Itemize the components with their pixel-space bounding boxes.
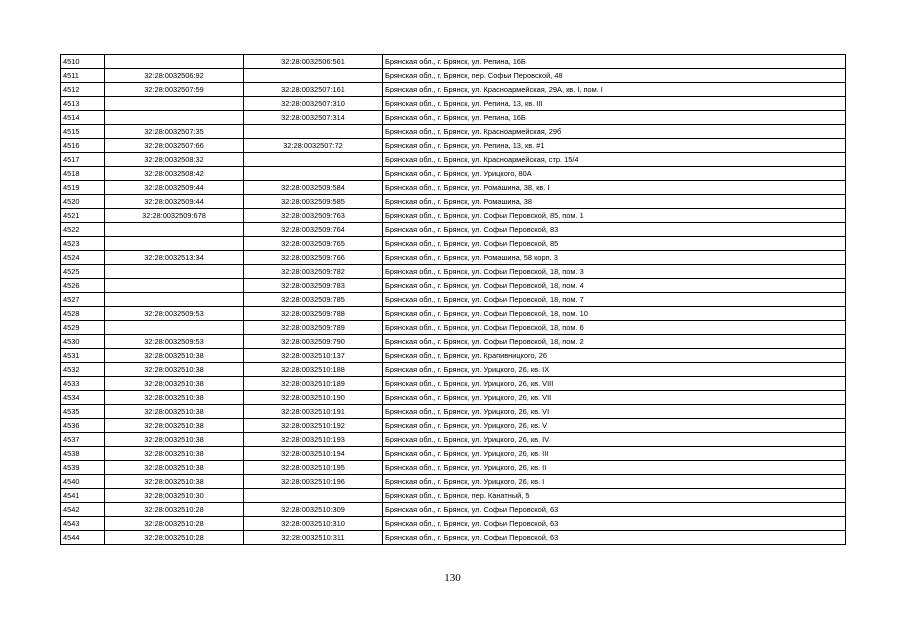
object-cadastral-number-cell: 32:28:0032510:188 <box>244 363 383 377</box>
cadastral-number-cell: 32:28:0032510:38 <box>105 349 244 363</box>
table-row <box>61 69 846 83</box>
object-cadastral-number-cell <box>244 153 383 167</box>
cadastral-number-cell: 32:28:0032510:38 <box>105 433 244 447</box>
table-row <box>61 461 846 475</box>
cadastral-number-cell: 32:28:0032509:53 <box>105 307 244 321</box>
address-cell: Брянская обл., г. Брянск, ул. Красноармейская, 29б <box>383 125 846 139</box>
address-cell: Брянская обл., г. Брянск, ул. Урицкого, 26, кв. VIII <box>383 377 846 391</box>
object-cadastral-number-cell: 32:28:0032507:314 <box>244 111 383 125</box>
table-row <box>61 433 846 447</box>
table-row <box>61 97 846 111</box>
row-number-cell: 4520 <box>61 195 105 209</box>
row-number-cell: 4538 <box>61 447 105 461</box>
cadastral-number-cell: 32:28:0032510:38 <box>105 377 244 391</box>
cadastral-number-cell: 32:28:0032507:35 <box>105 125 244 139</box>
address-cell: Брянская обл., г. Брянск, ул. Софьи Перовской, 63 <box>383 503 846 517</box>
address-cell: Брянская обл., г. Брянск, ул. Красноармейская, стр. 15/4 <box>383 153 846 167</box>
cadastral-number-cell: 32:28:0032510:38 <box>105 447 244 461</box>
cadastral-number-cell: 32:28:0032510:38 <box>105 391 244 405</box>
row-number-cell: 4529 <box>61 321 105 335</box>
object-cadastral-number-cell: 32:28:0032510:191 <box>244 405 383 419</box>
address-cell: Брянская обл., г. Брянск, ул. Ромашина, 38, кв. I <box>383 181 846 195</box>
cadastral-number-cell: 32:28:0032507:66 <box>105 139 244 153</box>
cadastral-number-cell: 32:28:0032510:28 <box>105 531 244 545</box>
page-number: 130 <box>444 572 461 584</box>
object-cadastral-number-cell: 32:28:0032509:584 <box>244 181 383 195</box>
address-cell: Брянская обл., г. Брянск, ул. Урицкого, 26, кв. III <box>383 447 846 461</box>
row-number-cell: 4530 <box>61 335 105 349</box>
address-cell: Брянская обл., г. Брянск, ул. Красноармейская, 29А, кв. I, пом. I <box>383 83 846 97</box>
object-cadastral-number-cell: 32:28:0032510:137 <box>244 349 383 363</box>
table-row <box>61 531 846 545</box>
address-cell: Брянская обл., г. Брянск, ул. Софьи Перовской, 85, пом. 1 <box>383 209 846 223</box>
table-row <box>61 363 846 377</box>
object-cadastral-number-cell: 32:28:0032510:310 <box>244 517 383 531</box>
object-cadastral-number-cell: 32:28:0032506:561 <box>244 55 383 69</box>
table-row <box>61 489 846 503</box>
table-row <box>61 405 846 419</box>
cadastral-number-cell <box>105 279 244 293</box>
table-row <box>61 195 846 209</box>
table-row <box>61 307 846 321</box>
row-number-cell: 4541 <box>61 489 105 503</box>
object-cadastral-number-cell: 32:28:0032509:782 <box>244 265 383 279</box>
object-cadastral-number-cell: 32:28:0032509:765 <box>244 237 383 251</box>
cadastral-number-cell: 32:28:0032507:59 <box>105 83 244 97</box>
object-cadastral-number-cell: 32:28:0032507:310 <box>244 97 383 111</box>
table-row <box>61 349 846 363</box>
table-row <box>61 391 846 405</box>
object-cadastral-number-cell: 32:28:0032510:193 <box>244 433 383 447</box>
cadastral-number-cell: 32:28:0032509:53 <box>105 335 244 349</box>
cadastral-number-cell: 32:28:0032510:38 <box>105 419 244 433</box>
table-row <box>61 237 846 251</box>
table-row <box>61 377 846 391</box>
address-cell: Брянская обл., г. Брянск, ул. Софьи Перовской, 18, пом. 4 <box>383 279 846 293</box>
table-row <box>61 265 846 279</box>
address-cell: Брянская обл., г. Брянск, пер. Канатный, 5 <box>383 489 846 503</box>
address-cell: Брянская обл., г. Брянск, ул. Репина, 13, кв. III <box>383 97 846 111</box>
table-row <box>61 517 846 531</box>
table-row <box>61 167 846 181</box>
row-number-cell: 4536 <box>61 419 105 433</box>
address-cell: Брянская обл., г. Брянск, ул. Репина, 16Б <box>383 55 846 69</box>
object-cadastral-number-cell: 32:28:0032510:190 <box>244 391 383 405</box>
row-number-cell: 4525 <box>61 265 105 279</box>
row-number-cell: 4521 <box>61 209 105 223</box>
cadastral-number-cell <box>105 265 244 279</box>
cadastral-number-cell: 32:28:0032509:678 <box>105 209 244 223</box>
row-number-cell: 4512 <box>61 83 105 97</box>
row-number-cell: 4535 <box>61 405 105 419</box>
address-cell: Брянская обл., г. Брянск, ул. Софьи Перовской, 18, пом. 3 <box>383 265 846 279</box>
address-cell: Брянская обл., г. Брянск, ул. Репина, 13, кв. #1 <box>383 139 846 153</box>
object-cadastral-number-cell <box>244 125 383 139</box>
address-cell: Брянская обл., г. Брянск, ул. Софьи Перовской, 63 <box>383 531 846 545</box>
cadastral-number-cell <box>105 223 244 237</box>
cadastral-number-cell: 32:28:0032508:42 <box>105 167 244 181</box>
row-number-cell: 4511 <box>61 69 105 83</box>
object-cadastral-number-cell: 32:28:0032509:766 <box>244 251 383 265</box>
object-cadastral-number-cell: 32:28:0032509:763 <box>244 209 383 223</box>
row-number-cell: 4528 <box>61 307 105 321</box>
cadastral-number-cell: 32:28:0032510:30 <box>105 489 244 503</box>
address-cell: Брянская обл., г. Брянск, ул. Репина, 16Б <box>383 111 846 125</box>
row-number-cell: 4532 <box>61 363 105 377</box>
object-cadastral-number-cell: 32:28:0032510:311 <box>244 531 383 545</box>
row-number-cell: 4542 <box>61 503 105 517</box>
address-cell: Брянская обл., г. Брянск, ул. Урицкого, 26, кв. II <box>383 461 846 475</box>
object-cadastral-number-cell <box>244 167 383 181</box>
address-cell: Брянская обл., г. Брянск, ул. Крапивницкого, 26 <box>383 349 846 363</box>
object-cadastral-number-cell: 32:28:0032510:195 <box>244 461 383 475</box>
table-row <box>61 447 846 461</box>
object-cadastral-number-cell: 32:28:0032509:764 <box>244 223 383 237</box>
row-number-cell: 4513 <box>61 97 105 111</box>
table-row <box>61 209 846 223</box>
object-cadastral-number-cell: 32:28:0032510:189 <box>244 377 383 391</box>
cadastral-number-cell <box>105 97 244 111</box>
address-cell: Брянская обл., г. Брянск, ул. Софьи Перовской, 63 <box>383 517 846 531</box>
address-cell: Брянская обл., г. Брянск, ул. Ромашина, 58 корп. 3 <box>383 251 846 265</box>
address-cell: Брянская обл., г. Брянск, ул. Софьи Перовской, 18, пом. 6 <box>383 321 846 335</box>
table-row <box>61 251 846 265</box>
row-number-cell: 4523 <box>61 237 105 251</box>
address-cell: Брянская обл., г. Брянск, ул. Урицкого, 26, кв. IV <box>383 433 846 447</box>
row-number-cell: 4537 <box>61 433 105 447</box>
cadastral-number-cell: 32:28:0032508:32 <box>105 153 244 167</box>
object-cadastral-number-cell: 32:28:0032510:194 <box>244 447 383 461</box>
cadastral-number-cell: 32:28:0032510:38 <box>105 461 244 475</box>
row-number-cell: 4544 <box>61 531 105 545</box>
cadastral-number-cell <box>105 237 244 251</box>
cadastral-number-cell: 32:28:0032510:28 <box>105 517 244 531</box>
table-row <box>61 475 846 489</box>
cadastral-number-cell <box>105 321 244 335</box>
object-cadastral-number-cell: 32:28:0032510:309 <box>244 503 383 517</box>
table-row <box>61 419 846 433</box>
cadastral-number-cell <box>105 111 244 125</box>
table-row <box>61 321 846 335</box>
row-number-cell: 4539 <box>61 461 105 475</box>
address-cell: Брянская обл., г. Брянск, ул. Софьи Перовской, 18, пом. 2 <box>383 335 846 349</box>
cadastral-table <box>60 54 846 545</box>
address-cell: Брянская обл., г. Брянск, ул. Урицкого, 26, кв. I <box>383 475 846 489</box>
table-row <box>61 111 846 125</box>
row-number-cell: 4540 <box>61 475 105 489</box>
row-number-cell: 4519 <box>61 181 105 195</box>
address-cell: Брянская обл., г. Брянск, пер. Софьи Перовской, 48 <box>383 69 846 83</box>
object-cadastral-number-cell: 32:28:0032509:585 <box>244 195 383 209</box>
object-cadastral-number-cell: 32:28:0032509:790 <box>244 335 383 349</box>
table-row <box>61 279 846 293</box>
row-number-cell: 4518 <box>61 167 105 181</box>
cadastral-number-cell: 32:28:0032510:28 <box>105 503 244 517</box>
row-number-cell: 4533 <box>61 377 105 391</box>
cadastral-number-cell: 32:28:0032510:38 <box>105 475 244 489</box>
object-cadastral-number-cell: 32:28:0032507:161 <box>244 83 383 97</box>
object-cadastral-number-cell <box>244 69 383 83</box>
cadastral-number-cell: 32:28:0032506:92 <box>105 69 244 83</box>
object-cadastral-number-cell: 32:28:0032510:192 <box>244 419 383 433</box>
object-cadastral-number-cell <box>244 489 383 503</box>
row-number-cell: 4517 <box>61 153 105 167</box>
address-cell: Брянская обл., г. Брянск, ул. Урицкого, 26, кв. IX <box>383 363 846 377</box>
object-cadastral-number-cell: 32:28:0032509:783 <box>244 279 383 293</box>
address-cell: Брянская обл., г. Брянск, ул. Урицкого, 26, кв. VI <box>383 405 846 419</box>
address-cell: Брянская обл., г. Брянск, ул. Урицкого, 26, кв. V <box>383 419 846 433</box>
row-number-cell: 4531 <box>61 349 105 363</box>
row-number-cell: 4515 <box>61 125 105 139</box>
row-number-cell: 4543 <box>61 517 105 531</box>
table-row <box>61 293 846 307</box>
address-cell: Брянская обл., г. Брянск, ул. Софьи Перовской, 18, пом. 10 <box>383 307 846 321</box>
object-cadastral-number-cell: 32:28:0032509:789 <box>244 321 383 335</box>
row-number-cell: 4510 <box>61 55 105 69</box>
row-number-cell: 4514 <box>61 111 105 125</box>
row-number-cell: 4534 <box>61 391 105 405</box>
table-row <box>61 125 846 139</box>
cadastral-number-cell: 32:28:0032513:34 <box>105 251 244 265</box>
cadastral-number-cell: 32:28:0032509:44 <box>105 195 244 209</box>
table-row <box>61 503 846 517</box>
cadastral-number-cell <box>105 55 244 69</box>
table-row <box>61 181 846 195</box>
cadastral-number-cell: 32:28:0032510:38 <box>105 363 244 377</box>
address-cell: Брянская обл., г. Брянск, ул. Урицкого, 80А <box>383 167 846 181</box>
object-cadastral-number-cell: 32:28:0032509:788 <box>244 307 383 321</box>
object-cadastral-number-cell: 32:28:0032509:785 <box>244 293 383 307</box>
address-cell: Брянская обл., г. Брянск, ул. Софьи Перовской, 18, пом. 7 <box>383 293 846 307</box>
table-row <box>61 223 846 237</box>
row-number-cell: 4522 <box>61 223 105 237</box>
cadastral-number-cell: 32:28:0032510:38 <box>105 405 244 419</box>
address-cell: Брянская обл., г. Брянск, ул. Ромашина, 38 <box>383 195 846 209</box>
cadastral-number-cell <box>105 293 244 307</box>
row-number-cell: 4526 <box>61 279 105 293</box>
table-row <box>61 83 846 97</box>
object-cadastral-number-cell: 32:28:0032507:72 <box>244 139 383 153</box>
table-row <box>61 335 846 349</box>
table-row <box>61 153 846 167</box>
table-row <box>61 55 846 69</box>
address-cell: Брянская обл., г. Брянск, ул. Софьи Перовской, 85 <box>383 237 846 251</box>
object-cadastral-number-cell: 32:28:0032510:196 <box>244 475 383 489</box>
address-cell: Брянская обл., г. Брянск, ул. Урицкого, 26, кв. VII <box>383 391 846 405</box>
row-number-cell: 4527 <box>61 293 105 307</box>
row-number-cell: 4516 <box>61 139 105 153</box>
table-body <box>61 55 846 545</box>
table-row <box>61 139 846 153</box>
address-cell: Брянская обл., г. Брянск, ул. Софьи Перовской, 83 <box>383 223 846 237</box>
cadastral-number-cell: 32:28:0032509:44 <box>105 181 244 195</box>
row-number-cell: 4524 <box>61 251 105 265</box>
